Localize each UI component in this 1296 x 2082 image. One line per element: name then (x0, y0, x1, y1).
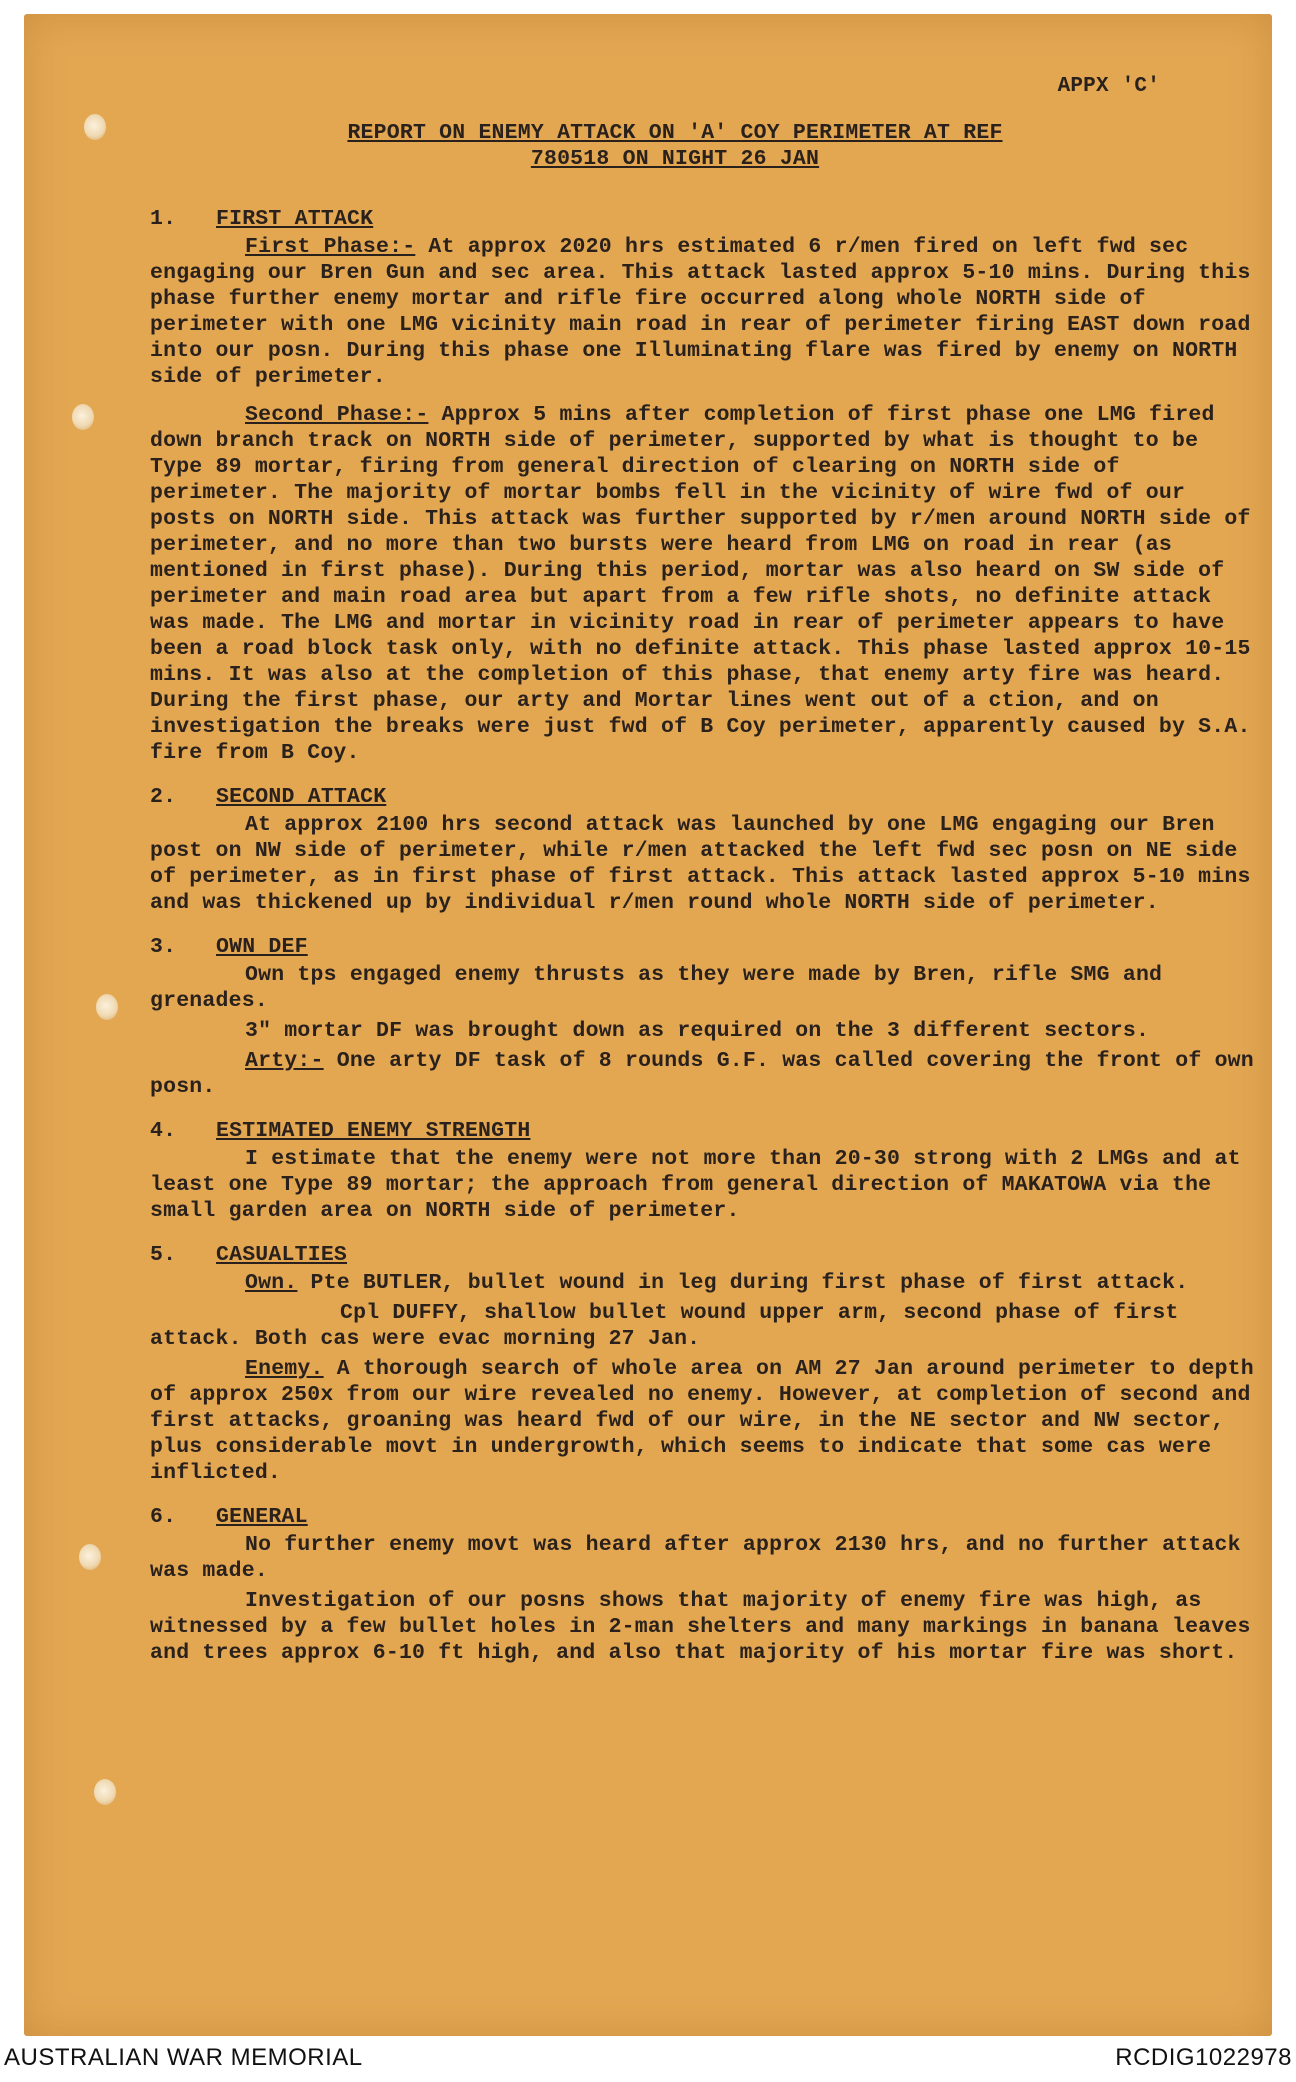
first-phase-label: First Phase:- (245, 235, 416, 259)
title-line-2: 780518 ON NIGHT 26 JAN (530, 147, 820, 171)
document-body (150, 60, 1260, 1678)
punch-hole (94, 1779, 116, 1805)
first-phase-paragraph (150, 234, 1260, 390)
arty-text: One arty DF task of 8 rounds G.F. was called covering the front of own posn. (150, 1049, 1254, 1099)
punch-hole (79, 1544, 101, 1570)
appendix-label: APPX 'C' (1057, 75, 1160, 98)
section-title: OWN DEF (216, 935, 308, 959)
section-own-def (150, 934, 1260, 1100)
second-phase-text: Approx 5 mins after completion of first phase one LMG fired down branch track on NORTH side of perimeter, supported by what is thought to be Type 89 mortar, firing from general direction of clearing on NORTH side of perimeter. The majority of mortar bombs fell in the vicinity of wire fwd of our posts on NORTH side. This attack was further supported by r/men around NORTH side of perimeter, and no more than two bursts were heard from LMG on road in rear (as mentioned in first phase). During this period, mortar was also heard on SW side of perimeter and main road area but apart from a few rifle shots, no definite attack was made. The LMG and mortar in vicinity road in rear of perimeter appears to have been a road block task only, with no definite attack. This phase lasted approx 10-15 mins. It was also at the completion of this phase, that enemy arty fire was heard. During the first phase, our arty and Mortar lines went out of a ction, and on investigation the breaks were just fwd of B Coy perimeter, apparently caused by S.A. fire from B Coy. (150, 403, 1251, 765)
footer-identifier: RCDIG1022978 (1115, 2044, 1292, 2071)
section-heading (150, 1242, 1260, 1268)
own-casualties-paragraph (150, 1270, 1260, 1296)
section-number: 2. (150, 785, 177, 809)
punch-hole (96, 994, 118, 1020)
own-def-paragraph-2: 3" mortar DF was brought down as required on the 3 different sectors. (245, 1019, 1150, 1043)
section-casualties (150, 1242, 1260, 1486)
second-phase-label: Second Phase:- (245, 403, 429, 427)
second-attack-paragraph: At approx 2100 hrs second attack was launched by one LMG engaging our Bren post on NW side of perimeter, while r/men attacked the left fwd sec posn on NE side of perimeter, as in first phase of first attack. This attack lasted approx 5-10 mins and was thickened up by individual r/men round whole NORTH side of perimeter. (150, 813, 1251, 915)
enemy-casualties-text: A thorough search of whole area on AM 27 Jan around perimeter to depth of approx 250x from our wire revealed no enemy. However, at completion of second and first attacks, groaning was heard fwd of our wire, in the NE sector and NW sector, plus considerable movt in undergrowth, which seems to indicate that some cas were inflicted. (150, 1357, 1254, 1485)
section-estimated-enemy-strength (150, 1118, 1260, 1224)
own-casualties-paragraph-2: Cpl DUFFY, shallow bullet wound upper arm, second phase of first attack. Both cas were evac morning 27 Jan. (150, 1301, 1179, 1351)
section-heading (150, 1118, 1260, 1144)
title-line-1: REPORT ON ENEMY ATTACK ON 'A' COY PERIMETER AT REF (347, 121, 1003, 145)
section-title: GENERAL (216, 1505, 308, 1529)
punch-hole (72, 404, 94, 430)
section-first-attack (150, 206, 1260, 766)
section-title: FIRST ATTACK (216, 207, 374, 231)
own-def-paragraph-3 (150, 1048, 1260, 1100)
footer-institution: AUSTRALIAN WAR MEMORIAL (4, 2044, 363, 2071)
enemy-label: Enemy. (245, 1357, 324, 1381)
section-number: 5. (150, 1243, 177, 1267)
punch-hole (84, 114, 106, 140)
section-heading (150, 784, 1260, 810)
section-number: 4. (150, 1119, 177, 1143)
enemy-casualties-paragraph (150, 1356, 1260, 1486)
section-number: 6. (150, 1505, 177, 1529)
section-heading (150, 206, 1260, 232)
section-general (150, 1504, 1260, 1666)
section-heading (150, 934, 1260, 960)
own-casualties-text: Pte BUTLER, bullet wound in leg during first phase of first attack. (297, 1271, 1189, 1295)
general-paragraph-2: Investigation of our posns shows that majority of enemy fire was high, as witnessed by a few bullet holes in 2-man shelters and many markings in banana leaves and trees approx 6-10 ft high, and also that majority of his mortar fire was short. (150, 1589, 1251, 1665)
enemy-strength-paragraph: I estimate that the enemy were not more than 20-30 strong with 2 LMGs and at least one Type 89 mortar; the approach from general direction of MAKATOWA via the small garden area on NORTH side of perimeter. (150, 1147, 1241, 1223)
report-title (150, 120, 1200, 172)
arty-label: Arty:- (245, 1049, 324, 1073)
general-paragraph-1: No further enemy movt was heard after approx 2130 hrs, and no further attack was made. (150, 1533, 1241, 1583)
first-phase-text: At approx 2020 hrs estimated 6 r/men fired on left fwd sec engaging our Bren Gun and sec area. This attack lasted approx 5-10 mins. During this phase further enemy mortar and rifle fire occurred along whole NORTH side of perimeter with one LMG vicinity main road in rear of perimeter firing EAST down road into our posn. During this phase one Illuminating flare was fired by enemy on NORTH side of perimeter. (150, 235, 1251, 389)
section-heading (150, 1504, 1260, 1530)
own-label: Own. (245, 1271, 298, 1295)
section-second-attack (150, 784, 1260, 916)
section-title: SECOND ATTACK (216, 785, 387, 809)
section-title: ESTIMATED ENEMY STRENGTH (216, 1119, 531, 1143)
second-phase-paragraph (150, 402, 1260, 766)
section-number: 3. (150, 935, 177, 959)
section-title: CASUALTIES (216, 1243, 348, 1267)
section-number: 1. (150, 207, 177, 231)
own-def-paragraph-1: Own tps engaged enemy thrusts as they were made by Bren, rifle SMG and grenades. (150, 963, 1163, 1013)
